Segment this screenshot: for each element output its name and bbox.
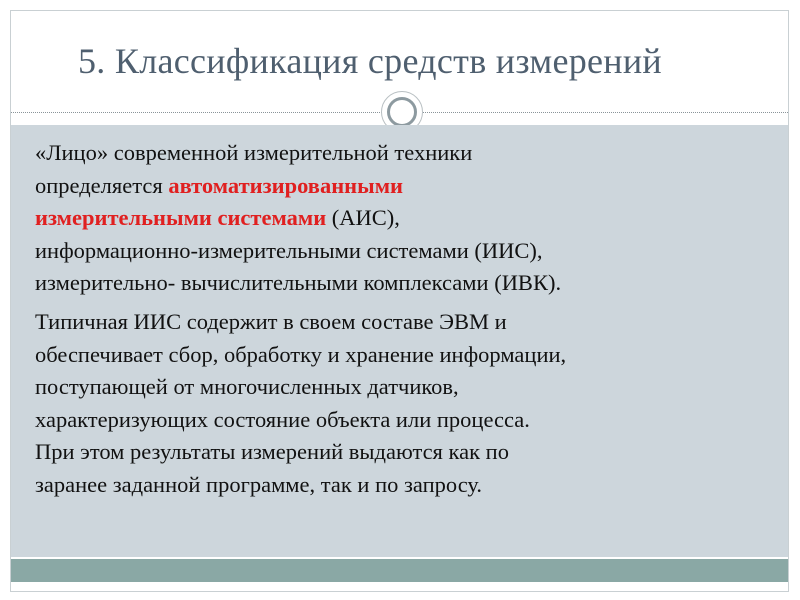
highlight-measuring-systems: измерительными системами [35, 205, 327, 231]
para2-line4: характеризующих состояние объекта или процесса. [35, 406, 530, 432]
para2-line3: поступающей от многочисленных датчиков, [35, 374, 459, 400]
para2-line5: При этом результаты измерений выдаются как по [35, 439, 509, 465]
para2-line1: Типичная ИИС содержит в своем составе ЭВМ и [35, 308, 507, 334]
circle-ornament-inner [387, 97, 417, 127]
highlight-automated: автоматизированными [168, 172, 403, 198]
para1-line3-suffix: (АИС), [326, 205, 400, 231]
bottom-band [11, 559, 788, 582]
para2-line2: обеспечивает сбор, обработку и хранение информации, [35, 341, 567, 367]
para1-line2-prefix: определяется [35, 172, 169, 198]
para1-line4: информационно-измерительными системами (ИИС), [35, 237, 543, 263]
body-text [35, 137, 775, 502]
para1-line1: «Лицо» современной измерительной техники [35, 140, 473, 165]
paragraph-1 [35, 137, 775, 300]
paragraph-2 [35, 306, 775, 502]
para2-line6: заранее заданной программе, так и по запросу. [35, 471, 483, 497]
slide-title: 5. Классификация средств измерений [78, 41, 663, 81]
para1-line5: измерительно- вычислительными комплексами (ИВК). [35, 270, 562, 296]
